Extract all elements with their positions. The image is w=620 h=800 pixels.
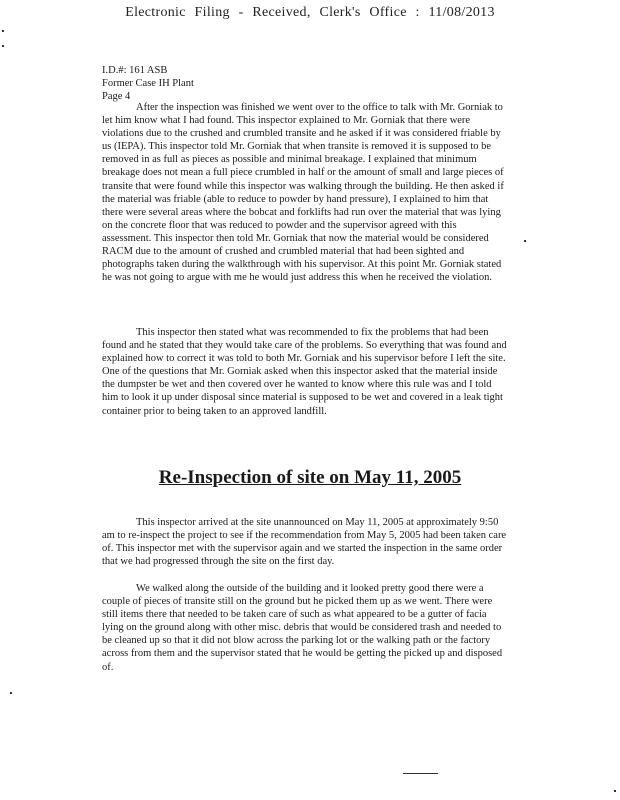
- scan-speck: [10, 692, 12, 694]
- paragraph-office-discussion: After the inspection was finished we went over to the office to talk with Mr. Gorniak to let him know what I had found. This inspector explained to Mr. Gorniak that there were violations due to the crushed and crumbled transite and he asked if it was considered friable by us (IEPA). This inspector told Mr. Gorniak that when transite is removed it is supposed to be removed in as full as pieces as possible and minimal breakage. I explained that minimum breakage does not mean a full piece crumbled in half or the amount of small and large pieces of transite that were found while this inspector was walking through the building. He then asked if the material was friable (able to reduce to powder by hand pressure), I explained to him that there were several areas where the bobcat and forklifts had run over the material that was lying on the concrete floor that was reduced to powder and the supervisor agreed with this assessment. This inspector then told Mr. Gorniak that now the material would be considered RACM due to the amount of crushed and crumbled material that had been sighted and photographs taken during the walkthrough with his supervisor. At this point Mr. Gorniak stated he was not going to argue with me he would just address this when he received the violation.: [102, 102, 504, 284]
- header-page: Page 4: [102, 91, 131, 102]
- filing-stamp: Electronic Filing - Received, Clerk's Office : 11/08/2013: [125, 5, 495, 20]
- paragraph-reinspection-arrival: This inspector arrived at the site unannounced on May 11, 2005 at approximately 9:50 am to re-inspect the project to see if the recommendation from May 5, 2005 had been taken care of. This inspector met with the supervisor again and we started the inspection in the same order that we had progressed through the site on the first day.: [102, 517, 507, 568]
- scan-speck: [2, 45, 4, 47]
- header-id: I.D.#: 161 ASB: [102, 65, 168, 76]
- section-title: Re-Inspection of site on May 11, 2005: [158, 467, 462, 488]
- footer-rule: [403, 773, 438, 774]
- header-case: Former Case IH Plant: [102, 78, 194, 89]
- document-header: [102, 64, 194, 103]
- scan-speck: [614, 790, 616, 792]
- scan-speck: [524, 240, 526, 242]
- paragraph-recommendations: This inspector then stated what was recommended to fix the problems that had been found and he stated that they would take care of the problems. So everything that was found and explained how to correct it was told to both Mr. Gorniak and his supervisor before I left the site. One of the questions that Mr. Gorniak asked when this inspector asked that the material inside the dumpster be wet and then covered over he wanted to know where this rule was and I told him to look it up under disposal since material is supposed to be wet and covered in a leak tight container prior to being taken to an approved landfill.: [102, 327, 507, 417]
- scan-speck: [2, 30, 4, 32]
- paragraph-outside-walkthrough: We walked along the outside of the building and it looked pretty good there were a couple of pieces of transite still on the ground but he picked them up as we went. There were still items there that needed to be taken care of such as what appeared to be a gutter of facia lying on the ground along with other misc. debris that would be considered trash and needed to be cleaned up so that it did not blow across the parking lot or the walking path or the factory across from them and the supervisor stated that he would be getting the picked up and disposed of.: [102, 583, 503, 673]
